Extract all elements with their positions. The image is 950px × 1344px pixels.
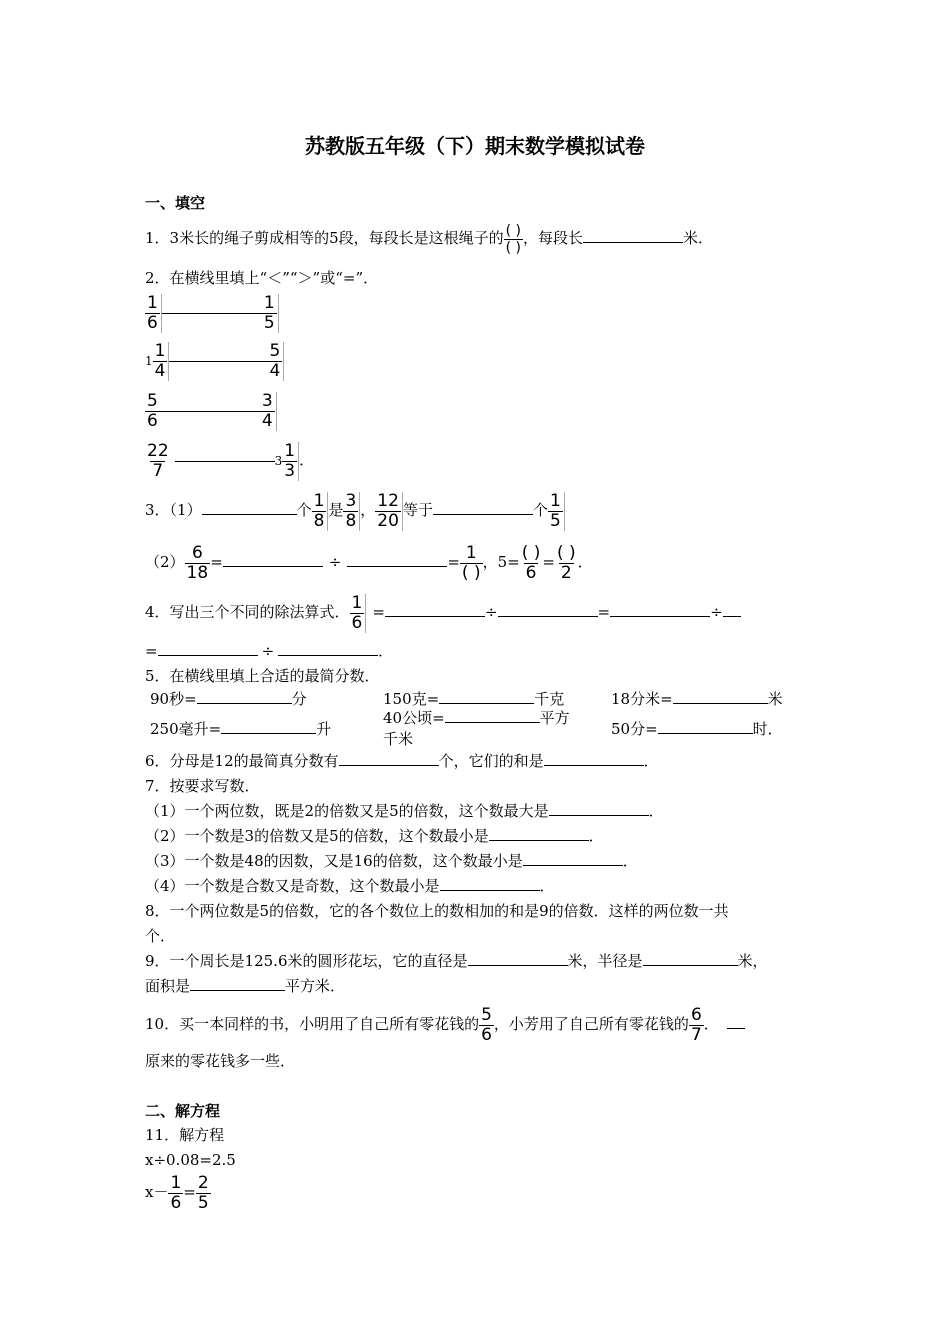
answer-blank[interactable] (643, 951, 738, 966)
answer-blank[interactable] (610, 602, 710, 617)
question-6: 6．分母是12的最简真分数有 个，它们的和是 ． (145, 752, 659, 770)
answer-blank[interactable] (544, 751, 644, 766)
question-8: 8．一个两位数是5的倍数，它的各个数位上的数相加的和是9的倍数．这样的两位数一共 (145, 902, 729, 920)
question-1: 1．3米长的绳子剪成相等的5段，每段长是这根绳子的 $\frac{( )}{( )}$ ，每段长 米． (145, 222, 714, 256)
list-item: （1）一个两位数，既是2的倍数又是5的倍数，这个数最大是 ． (145, 802, 664, 820)
answer-blank[interactable] (223, 552, 323, 567)
section-heading-fill-blank: 一、填空 (145, 194, 206, 212)
answer-blank[interactable] (162, 313, 262, 314)
answer-blank[interactable] (468, 951, 568, 966)
question-3-part-1: 3．（1） 个 $\frac{1}{8}$ 是 $\frac{3}{8}$ ， $\frac{12}{20}$ 等于 个 $\frac{1}{5}$ (145, 490, 565, 531)
conversion-item: 250毫升= 升 (150, 720, 332, 738)
conversion-item: 50分= 时． (611, 720, 783, 738)
fraction: $\frac{( )}{( )}$ (505, 222, 522, 256)
answer-blank[interactable] (347, 552, 447, 567)
answer-blank[interactable] (197, 689, 292, 704)
answer-blank[interactable] (169, 361, 267, 362)
answer-blank[interactable] (440, 876, 540, 891)
answer-blank[interactable] (439, 689, 534, 704)
answer-blank[interactable] (549, 801, 649, 816)
question-9: 9．一个周长是125.6米的圆形花坛，它的直径是 米，半径是 米， (145, 952, 768, 970)
equation: x－ $\frac{1}{6}$ = $\frac{2}{5}$ (145, 1172, 209, 1213)
answer-blank[interactable] (583, 228, 683, 243)
answer-blank[interactable] (489, 826, 589, 841)
compare-row: 1 $\frac{1}{4}$ $\frac{5}{4}$ (145, 340, 284, 381)
conversion-item: 18分米= 米 (611, 690, 783, 708)
question-8-cont: 个． (145, 927, 176, 945)
list-item: （2）一个数是3的倍数又是5的倍数，这个数最小是 ． (145, 827, 604, 845)
list-item: （4）一个数是合数又是奇数，这个数最小是 ． (145, 877, 555, 895)
question-4-cont: = ÷ ． (145, 642, 394, 660)
answer-blank[interactable] (278, 641, 378, 656)
answer-blank[interactable] (175, 461, 275, 462)
question-10: 10．买一本同样的书，小明用了自己所有零花钱的 $\frac{5}{6}$ ，小芳用了自己所有零花钱的 $\frac{6}{7}$ ． (145, 1004, 745, 1045)
question-3-part-2: （2） $\frac{6}{18}$ = ÷ = $\frac{1}{( )}$ ，5= $\frac{( )}{6}$ = $\frac{( )}{2}$ ． (145, 542, 593, 583)
question-7: 7．按要求写数． (145, 777, 260, 795)
answer-blank[interactable] (339, 751, 439, 766)
question-2: 2．在横线里填上“＜”“＞”或“=”． (145, 269, 379, 287)
question-5: 5．在横线里填上合适的最简分数． (145, 667, 380, 685)
answer-blank[interactable] (158, 641, 258, 656)
answer-blank[interactable] (445, 708, 540, 723)
conversion-item: 40公顷= 平方 (383, 709, 570, 727)
answer-blank[interactable] (498, 602, 598, 617)
answer-blank[interactable] (723, 602, 741, 617)
answer-blank[interactable] (202, 500, 297, 515)
section-heading-equations: 二、解方程 (145, 1102, 221, 1120)
compare-row: $\frac{22}{7}$ 3 $\frac{1}{3}$ ． (147, 440, 315, 481)
answer-blank[interactable] (385, 602, 485, 617)
answer-blank[interactable] (673, 689, 768, 704)
conversion-unit-cont: 千米 (383, 730, 414, 748)
answer-blank[interactable] (160, 411, 260, 412)
answer-blank[interactable] (221, 719, 316, 734)
answer-blank[interactable] (658, 719, 753, 734)
question-4: 4．写出三个不同的除法算式． $\frac{1}{6}$ = ÷ = ÷ (145, 592, 741, 633)
conversion-item: 90秒= 分 (150, 690, 307, 708)
answer-blank[interactable] (190, 976, 285, 991)
conversion-item: 150克= 千克 (383, 690, 565, 708)
question-11: 11．解方程 (145, 1126, 225, 1144)
compare-row: $\frac{5}{6}$ $\frac{3}{4}$ (145, 390, 277, 431)
equation: x÷0.08=2.5 (145, 1151, 236, 1169)
compare-row: $\frac{1}{6}$ $\frac{1}{5}$ (145, 292, 279, 333)
answer-blank[interactable] (433, 500, 533, 515)
question-10-cont: 原来的零花钱多一些． (145, 1052, 296, 1070)
answer-blank[interactable] (523, 851, 623, 866)
list-item: （3）一个数是48的因数，又是16的倍数，这个数最小是 ． (145, 852, 638, 870)
page-title: 苏教版五年级（下）期末数学模拟试卷 (305, 134, 645, 158)
answer-blank[interactable] (727, 1014, 745, 1029)
question-9-cont: 面积是 平方米． (145, 977, 346, 995)
